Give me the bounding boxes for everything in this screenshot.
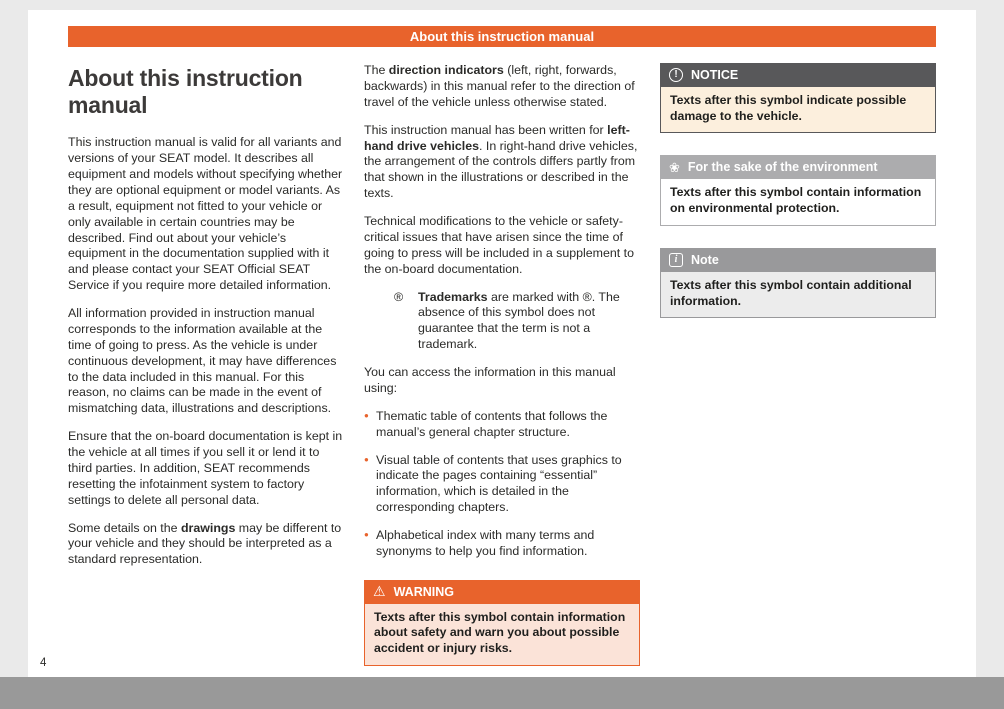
list-item: ● Alphabetical index with many terms and synonyms to help you find information. [364,528,640,560]
environment-box [660,155,936,225]
warning-box [364,580,640,666]
paragraph: This instruction manual has been written for left-hand drive vehicles. In right-hand drive vehicles, the arrangement of the controls differs partly from that shown in the illustrations or described in the texts. [364,122,638,201]
trademark-paragraph [394,290,640,354]
manual-page [28,10,976,677]
note-box [660,248,936,318]
warning-box-header [364,580,640,604]
trademark-text: Trademarks are marked with ®. The absence of this symbol does not guarantee that the term is not a trademark. [418,289,620,352]
page-header-bar [68,26,936,47]
page-columns [28,47,976,688]
notice-box-body: Texts after this symbol indicate possible damage to the vehicle. [660,87,936,133]
flower-icon [669,160,680,175]
paragraph: Technical modifications to the vehicle or safety-critical issues that have arisen since the time of going to press will be included in a supplement to the on-board documentation. [364,214,635,276]
environment-box-header [660,155,936,179]
environment-box-title: For the sake of the environment [687,160,878,175]
exclamation-circle-icon: ! [669,68,683,82]
notice-box-header [660,63,936,87]
paragraph: Some details on the drawings may be different to your vehicle and they should be interpreted as a standard representation. [68,520,342,567]
paragraph: This instruction manual is valid for all variants and versions of your SEAT model. It describes all equipment and models without specifying whether they are optional equipment or model variants. As a result, equipment not fitted to your vehicle or only available in certain countries may be described. Find out about your vehicle’s equipment in the documentation supplied with it and please contact your SEAT Official SEAT Service if you require more detailed information. [68,135,343,293]
note-box-header [660,248,936,272]
page-number: 4 [40,657,47,669]
environment-box-body: Texts after this symbol contain information on environmental protection. [660,179,936,225]
info-icon: i [669,253,683,267]
right-column [660,63,936,688]
warning-box-body: Texts after this symbol contain information about safety and warn you about possible accident or injury risks. [364,604,640,666]
registered-trademark-icon: ® [394,289,404,304]
page-header-title: About this instruction manual [409,29,595,44]
access-intro: You can access the information in this manual using: [364,365,616,395]
paragraph: The direction indicators (left, right, forwards, backwards) in this manual refer to the direction of travel of the vehicle unless otherwise stated. [364,63,635,109]
paragraph: Ensure that the on-board documentation is kept in the vehicle at all times if you sell it or lend it to third parties. In addition, SEAT recommends resetting the infotainment system to factory settings to delete all personal data. [68,429,343,507]
left-column [68,63,344,688]
middle-column [364,63,640,688]
list-item: ● Visual table of contents that uses graphics to indicate the pages containing “essential” information, which is detailed in the corresponding chapters. [364,453,640,517]
warning-box-title: WARNING [393,584,454,599]
section-title: About this instruction manual [68,65,303,119]
warning-icon [373,584,386,599]
notice-box [660,63,936,133]
notice-box-title: NOTICE [691,68,739,82]
list-item: ● Thematic table of contents that follows the manual’s general chapter structure. [364,409,640,441]
note-box-body: Texts after this symbol contain additional information. [660,272,936,318]
note-box-title: Note [691,252,719,267]
paragraph: All information provided in instruction manual corresponds to the information available at the time of going to press. As the vehicle is under continuous development, it may have differences to the data included in this manual. For this reason, no claims can be made in the event of mismatching data, illustrations and descriptions. [68,306,337,416]
